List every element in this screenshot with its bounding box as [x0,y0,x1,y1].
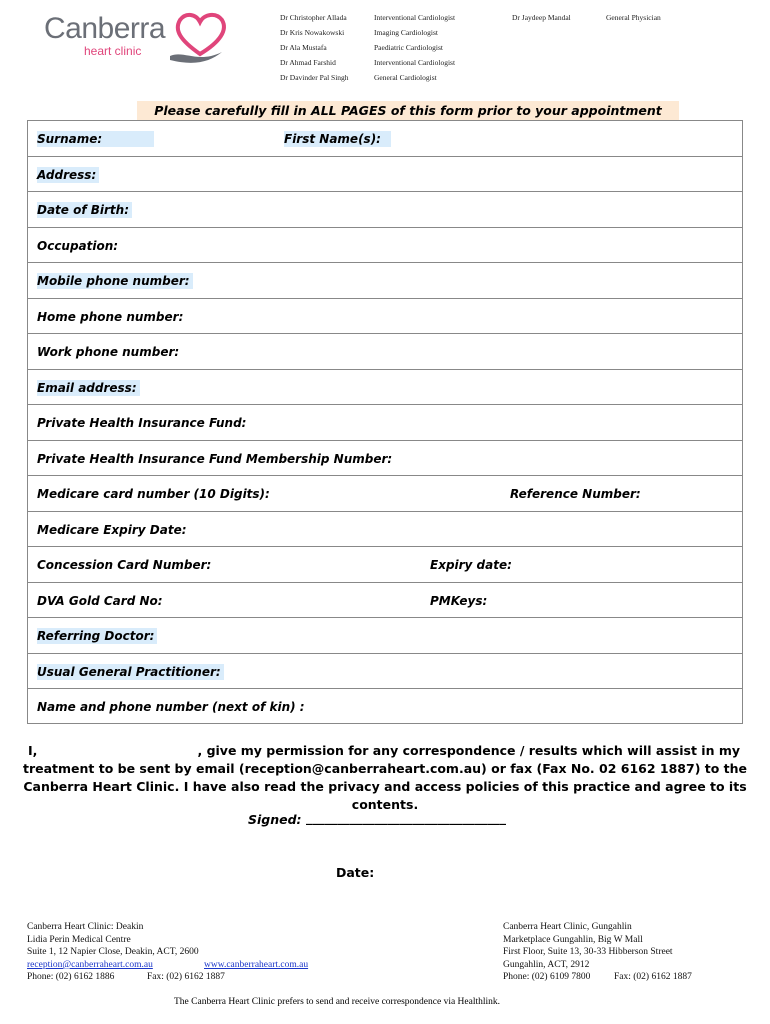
form-row-medicare[interactable] [28,476,742,512]
reference-label: Reference Number: [510,487,641,501]
doctor-role: Interventional Cardiologist [374,58,456,67]
doctor-name: Dr Ala Mustafa [280,43,327,52]
form-row-dva[interactable] [28,583,742,619]
website-link[interactable]: www.canberraheart.com.au [204,959,309,970]
footer-gungahlin-mall: Marketplace Gungahlin, Big W Mall [503,934,643,945]
form-row-home[interactable] [28,299,742,335]
mobile-label: Mobile phone number: [37,273,193,289]
dob-label: Date of Birth: [37,202,132,218]
healthlink-note: The Canberra Heart Clinic prefers to send and receive correspondence via Healthlink. [174,997,501,1007]
heart-hand-icon [170,10,234,66]
footer-deakin-fax: Fax: (02) 6162 1887 [147,972,225,983]
medicare-label: Medicare card number (10 Digits): [37,487,270,501]
form-row-concession[interactable] [28,547,742,583]
email-label: Email address: [37,380,140,396]
consent-line-3: Canberra Heart Clinic. I have also read the privacy and access policies of this practice and agree to its contents. [23,779,747,812]
clinic-logo [40,10,240,70]
form-row-mobile[interactable] [28,263,742,299]
phi-fund-label: Private Health Insurance Fund: [37,416,247,430]
form-row-occupation[interactable] [28,228,742,264]
doctor-role: General Physician [606,13,661,22]
referring-doctor-label: Referring Doctor: [37,628,157,644]
footer-gungahlin-address: First Floor, Suite 13, 30-33 Hibberson Street [503,947,673,958]
signature-line[interactable]: ________________________________ [306,810,506,825]
form-row-phi-member[interactable] [28,441,742,477]
form-row-dob[interactable] [28,192,742,228]
logo-subtitle: heart clinic [84,44,142,58]
address-label: Address: [37,167,99,183]
expiry-label: Expiry date: [430,558,512,572]
form-row-medicare-expiry[interactable] [28,512,742,548]
footer-gungahlin-name: Canberra Heart Clinic, Gungahlin [503,922,632,932]
consent-line-2: treatment to be sent by email (reception@canberraheart.com.au) or fax (Fax No. 02 6162 1887) to the [22,761,748,776]
patient-form [27,120,743,724]
doctor-role: General Cardiologist [374,73,437,82]
signed-label: Signed: [248,812,302,827]
occupation-label: Occupation: [37,238,119,253]
doctor-name: Dr Christopher Allada [280,13,347,22]
gp-label: Usual General Practitioner: [37,664,224,680]
doctor-role: Paediatric Cardiologist [374,43,443,52]
concession-label: Concession Card Number: [37,558,212,572]
footer-gungahlin-fax: Fax: (02) 6162 1887 [614,972,692,983]
work-phone-label: Work phone number: [37,345,180,359]
doctor-name: Dr Jaydeep Mandal [512,13,571,22]
form-row-work[interactable] [28,334,742,370]
home-phone-label: Home phone number: [37,309,184,324]
phi-member-label: Private Health Insurance Fund Membership Number: [37,451,393,466]
consent-i: I, [28,743,38,758]
form-row-phi-fund[interactable] [28,405,742,441]
form-row-gp[interactable] [28,654,742,690]
logo-name: Canberra [44,12,166,45]
email-link[interactable]: reception@canberraheart.com.au [27,959,153,970]
doctor-name: Dr Davinder Pal Singh [280,73,349,82]
form-row-email[interactable] [28,370,742,406]
pmkeys-label: PMKeys: [430,593,488,608]
doctor-name: Dr Ahmad Farshid [280,58,336,67]
form-row-name[interactable] [28,121,742,157]
footer-gungahlin-phone: Phone: (02) 6109 7800 [503,972,591,983]
doctor-name: Dr Kris Nowakowski [280,28,345,37]
footer-deakin-name: Canberra Heart Clinic: Deakin [27,922,144,932]
consent-paragraph [20,742,750,814]
surname-label: Surname: [37,131,154,147]
footer-deakin-address: Suite 1, 12 Napier Close, Deakin, ACT, 2600 [27,947,199,958]
dva-label: DVA Gold Card No: [37,593,163,608]
footer-gungahlin-suburb: Gungahlin, ACT, 2912 [503,959,590,970]
footer-gungahlin [503,921,763,984]
consent-line-1: , give my permission for any correspondence / results which will assist in my [197,743,740,758]
doctor-role: Imaging Cardiologist [374,28,438,37]
instruction-banner: Please carefully fill in ALL PAGES of this form prior to your appointment [137,101,679,120]
first-name-label: First Name(s): [284,131,391,147]
form-row-kin[interactable] [28,689,742,724]
next-of-kin-label: Name and phone number (next of kin) : [37,700,305,714]
form-row-address[interactable] [28,157,742,193]
footer-deakin-phone: Phone: (02) 6162 1886 [27,972,115,983]
form-row-referring[interactable] [28,618,742,654]
footer-deakin-centre: Lidia Perin Medical Centre [27,934,131,945]
medicare-expiry-label: Medicare Expiry Date: [37,522,187,537]
doctor-role: Interventional Cardiologist [374,13,456,22]
date-label: Date: [336,865,375,880]
footer-deakin [27,921,357,984]
